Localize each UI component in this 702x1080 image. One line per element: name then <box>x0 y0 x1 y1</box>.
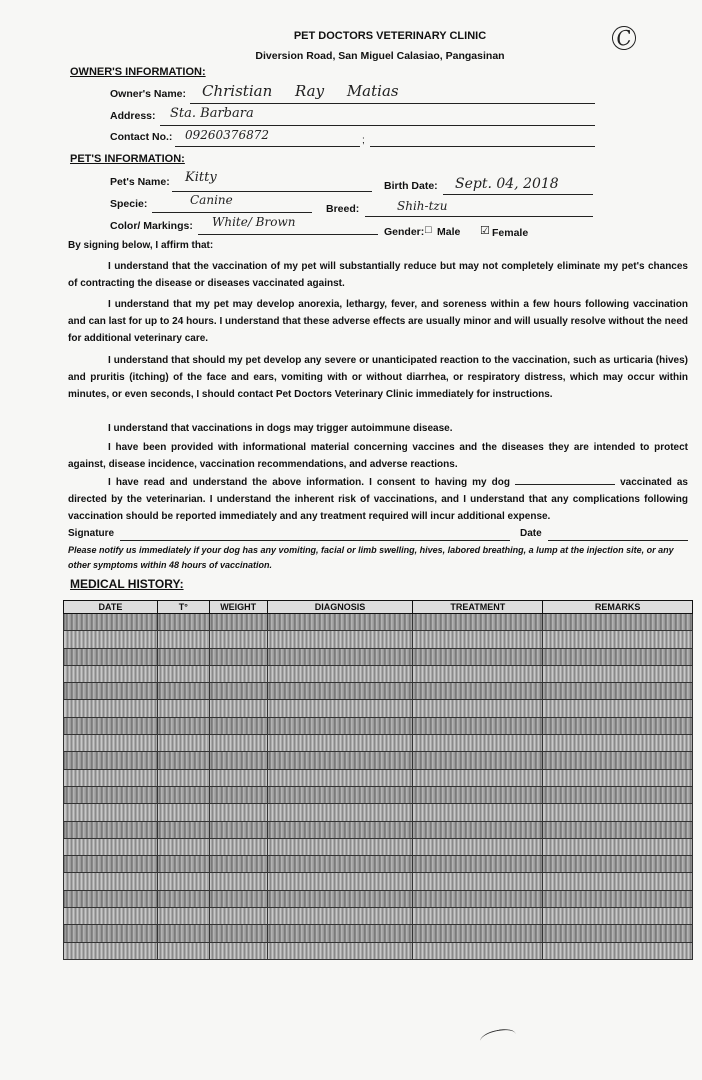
owner-name-value[interactable]: Christian Ray Matias <box>202 82 399 100</box>
table-cell[interactable] <box>267 700 413 717</box>
table-cell[interactable] <box>413 786 543 803</box>
table-cell[interactable] <box>64 614 158 631</box>
date-label: Date <box>520 528 542 539</box>
col-diagnosis: DIAGNOSIS <box>267 601 413 614</box>
table-cell[interactable] <box>267 717 413 734</box>
table-cell[interactable] <box>157 683 209 700</box>
table-cell[interactable] <box>157 665 209 682</box>
table-cell[interactable] <box>157 838 209 855</box>
clinic-name: PET DOCTORS VETERINARY CLINIC <box>293 30 487 42</box>
table-cell[interactable] <box>543 821 693 838</box>
color-label: Color/ Markings: <box>110 220 193 232</box>
table-cell[interactable] <box>543 908 693 925</box>
col-treatment: TREATMENT <box>413 601 543 614</box>
table-cell[interactable] <box>543 769 693 786</box>
table-cell[interactable] <box>209 717 267 734</box>
pet-name-label: Pet's Name: <box>110 176 170 188</box>
table-cell[interactable] <box>64 648 158 665</box>
table-cell[interactable] <box>413 614 543 631</box>
owner-name-label: Owner's Name: <box>110 88 187 100</box>
table-cell[interactable] <box>267 648 413 665</box>
table-cell[interactable] <box>64 890 158 907</box>
table-row <box>64 683 693 700</box>
table-cell[interactable] <box>543 838 693 855</box>
table-cell[interactable] <box>157 735 209 752</box>
table-row <box>64 700 693 717</box>
table-cell[interactable] <box>543 804 693 821</box>
table-cell[interactable] <box>209 735 267 752</box>
contact-line-1 <box>175 146 360 147</box>
table-cell[interactable] <box>64 804 158 821</box>
table-row <box>64 631 693 648</box>
pet-name-line <box>172 191 372 192</box>
table-row <box>64 769 693 786</box>
table-cell[interactable] <box>543 631 693 648</box>
table-cell[interactable] <box>64 821 158 838</box>
table-cell[interactable] <box>209 838 267 855</box>
table-cell[interactable] <box>413 838 543 855</box>
table-cell[interactable] <box>209 752 267 769</box>
table-cell[interactable] <box>209 925 267 942</box>
consent-paragraph-6 <box>68 474 688 525</box>
female-checkbox[interactable]: ☑ <box>480 225 490 237</box>
table-cell[interactable] <box>413 873 543 890</box>
male-label: Male <box>437 226 461 238</box>
pet-name-value[interactable]: Kitty <box>185 170 217 185</box>
table-row <box>64 665 693 682</box>
table-cell[interactable] <box>413 942 543 959</box>
table-cell[interactable] <box>267 908 413 925</box>
consent-paragraph-1: I understand that the vaccination of my pet will substantially reduce but may not completely eliminate my pet's chances of contracting the disease or diseases vaccinated against. <box>68 261 688 289</box>
table-cell[interactable] <box>267 735 413 752</box>
contact-line-2 <box>370 146 595 147</box>
owner-name-line <box>190 103 595 104</box>
table-cell[interactable] <box>209 683 267 700</box>
table-cell[interactable] <box>413 856 543 873</box>
table-cell[interactable] <box>64 752 158 769</box>
table-cell[interactable] <box>267 942 413 959</box>
table-row <box>64 804 693 821</box>
table-cell[interactable] <box>64 856 158 873</box>
table-cell[interactable] <box>543 890 693 907</box>
table-cell[interactable] <box>267 665 413 682</box>
consent-intro: By signing below, I affirm that: <box>68 240 214 251</box>
breed-value[interactable]: Shih-tzu <box>397 199 448 213</box>
table-cell[interactable] <box>543 665 693 682</box>
table-row <box>64 821 693 838</box>
table-cell[interactable] <box>543 648 693 665</box>
specie-label: Specie: <box>110 198 148 210</box>
table-cell[interactable] <box>413 683 543 700</box>
address-label: Address: <box>110 110 156 122</box>
signature-label: Signature <box>68 528 115 539</box>
table-row <box>64 942 693 959</box>
contact-label: Contact No.: <box>110 131 173 143</box>
corner-mark: C <box>610 24 638 52</box>
table-cell[interactable] <box>413 752 543 769</box>
table-cell[interactable] <box>267 683 413 700</box>
address-line <box>160 125 595 126</box>
table-cell[interactable] <box>543 925 693 942</box>
table-cell[interactable] <box>64 735 158 752</box>
table-cell[interactable] <box>267 804 413 821</box>
table-cell[interactable] <box>157 752 209 769</box>
birth-date-value[interactable]: Sept. 04, 2018 <box>455 176 559 192</box>
table-cell[interactable] <box>543 717 693 734</box>
table-row <box>64 873 693 890</box>
date-line[interactable] <box>548 540 688 541</box>
table-cell[interactable] <box>157 786 209 803</box>
table-cell[interactable] <box>64 942 158 959</box>
table-cell[interactable] <box>209 614 267 631</box>
table-cell[interactable] <box>157 648 209 665</box>
birth-date-line <box>443 194 593 195</box>
table-cell[interactable] <box>267 786 413 803</box>
specie-line <box>152 212 312 213</box>
table-cell[interactable] <box>267 890 413 907</box>
consent-paragraph-4: I understand that vaccinations in dogs may trigger autoimmune disease. <box>108 423 453 434</box>
table-cell[interactable] <box>209 700 267 717</box>
table-cell[interactable] <box>267 821 413 838</box>
table-cell[interactable] <box>267 614 413 631</box>
table-cell[interactable] <box>209 769 267 786</box>
table-cell[interactable] <box>209 908 267 925</box>
table-cell[interactable] <box>543 683 693 700</box>
col-weight: WEIGHT <box>209 601 267 614</box>
table-cell[interactable] <box>267 873 413 890</box>
table-cell[interactable] <box>64 665 158 682</box>
table-cell[interactable] <box>209 942 267 959</box>
medical-history-title: MEDICAL HISTORY: <box>70 577 184 591</box>
table-cell[interactable] <box>157 700 209 717</box>
table-cell[interactable] <box>64 925 158 942</box>
color-line <box>198 234 378 235</box>
table-cell[interactable] <box>157 717 209 734</box>
table-row <box>64 648 693 665</box>
col-remarks: REMARKS <box>543 601 693 614</box>
table-cell[interactable] <box>543 614 693 631</box>
breed-line <box>365 216 593 217</box>
table-cell[interactable] <box>413 769 543 786</box>
table-cell[interactable] <box>413 717 543 734</box>
table-cell[interactable] <box>157 821 209 838</box>
medical-history-table <box>63 600 693 960</box>
dog-name-blank[interactable] <box>515 474 615 485</box>
table-cell[interactable] <box>209 665 267 682</box>
table-cell[interactable] <box>267 631 413 648</box>
table-cell[interactable] <box>543 873 693 890</box>
address-value[interactable]: Sta. Barbara <box>170 106 254 121</box>
clinic-address: Diversion Road, San Miguel Calasiao, Pangasinan <box>255 50 505 62</box>
male-checkbox[interactable]: □ <box>425 224 432 236</box>
table-cell[interactable] <box>267 925 413 942</box>
color-value[interactable]: White/ Brown <box>212 215 296 229</box>
table-row <box>64 717 693 734</box>
col-date: DATE <box>64 601 158 614</box>
table-cell[interactable] <box>64 908 158 925</box>
table-cell[interactable] <box>267 769 413 786</box>
table-cell[interactable] <box>64 769 158 786</box>
table-cell[interactable] <box>267 838 413 855</box>
table-cell[interactable] <box>157 890 209 907</box>
col-temperature: T° <box>157 601 209 614</box>
table-cell[interactable] <box>157 804 209 821</box>
table-cell[interactable] <box>543 752 693 769</box>
vaccination-notice: Please notify us immediately if your dog has any vomiting, facial or limb swelling, hives, labored breathing, a lump at the injection site, or any other symptoms within 48 hours of vaccination. <box>68 545 674 570</box>
table-cell[interactable] <box>209 631 267 648</box>
table-cell[interactable] <box>157 873 209 890</box>
signature-line[interactable] <box>120 540 510 541</box>
table-cell[interactable] <box>209 890 267 907</box>
female-label: Female <box>492 227 529 239</box>
consent-paragraph-5: I have been provided with informational material concerning vaccines and the diseases they are intended to protect against, disease incidence, vaccination recommendations, and adverse reactions. <box>68 442 688 470</box>
table-row <box>64 786 693 803</box>
table-row <box>64 856 693 873</box>
table-row <box>64 735 693 752</box>
contact-value[interactable]: 09260376872 <box>185 128 269 142</box>
table-cell[interactable] <box>157 614 209 631</box>
table-row <box>64 925 693 942</box>
table-row <box>64 752 693 769</box>
pet-section-title: PET'S INFORMATION: <box>70 153 185 165</box>
birth-date-label: Birth Date: <box>384 180 438 192</box>
table-cell[interactable] <box>413 665 543 682</box>
table-cell[interactable] <box>157 925 209 942</box>
table-cell[interactable] <box>209 648 267 665</box>
consent-p6-rest: as directed by the veterinarian. I understand the inherent risk of vaccinations, and I understand that any complications following vaccination should be reported immediately and any treatment required will incur additional expense. <box>68 477 688 522</box>
table-cell[interactable] <box>209 821 267 838</box>
table-row <box>64 890 693 907</box>
medical-history-rows <box>64 614 693 960</box>
table-cell[interactable] <box>543 856 693 873</box>
table-cell[interactable] <box>543 735 693 752</box>
table-cell[interactable] <box>157 769 209 786</box>
table-cell[interactable] <box>413 631 543 648</box>
table-cell[interactable] <box>64 873 158 890</box>
consent-paragraph-3: I understand that should my pet develop any severe or unanticipated reaction to the vaccination, such as urticaria (hives) and pruritis (itching) of the face and ears, vomiting with or without diarrhea, or respiratory distress, which may occur within minutes, or even seconds, I should contact Pet Doctors Veterinary Clinic immediately for instructions. <box>68 355 688 400</box>
table-cell[interactable] <box>543 786 693 803</box>
table-cell[interactable] <box>413 890 543 907</box>
table-cell[interactable] <box>157 631 209 648</box>
gender-label: Gender: <box>384 226 425 238</box>
table-header-row <box>64 601 693 614</box>
specie-value[interactable]: Canine <box>190 193 233 207</box>
table-cell[interactable] <box>209 804 267 821</box>
table-cell[interactable] <box>413 648 543 665</box>
scribble-mark <box>479 1026 517 1048</box>
table-cell[interactable] <box>543 942 693 959</box>
consent-paragraph-2: I understand that my pet may develop anorexia, lethargy, fever, and soreness within a few hours following vaccination and can last for up to 24 hours. I understand that these adverse effects are usually minor and will usually resolve without the need for additional veterinary care. <box>68 299 688 344</box>
owner-section-title: OWNER'S INFORMATION: <box>70 66 206 78</box>
table-row <box>64 614 693 631</box>
table-cell[interactable] <box>157 856 209 873</box>
table-cell[interactable] <box>267 752 413 769</box>
table-cell[interactable] <box>413 908 543 925</box>
table-cell[interactable] <box>413 804 543 821</box>
table-cell[interactable] <box>64 717 158 734</box>
table-cell[interactable] <box>64 683 158 700</box>
table-cell[interactable] <box>413 925 543 942</box>
breed-label: Breed: <box>326 203 360 215</box>
table-cell[interactable] <box>64 700 158 717</box>
table-cell[interactable] <box>64 786 158 803</box>
table-cell[interactable] <box>209 856 267 873</box>
table-cell[interactable] <box>413 821 543 838</box>
table-cell[interactable] <box>157 942 209 959</box>
table-cell[interactable] <box>209 786 267 803</box>
table-row <box>64 838 693 855</box>
table-cell[interactable] <box>413 700 543 717</box>
table-cell[interactable] <box>157 908 209 925</box>
table-cell[interactable] <box>209 873 267 890</box>
table-cell[interactable] <box>267 856 413 873</box>
table-cell[interactable] <box>413 735 543 752</box>
table-cell[interactable] <box>64 838 158 855</box>
table-cell[interactable] <box>543 700 693 717</box>
consent-p6-start: I have read and understand the above information. I consent to having my dog <box>108 477 510 488</box>
table-row <box>64 908 693 925</box>
consent-p6-vaccinated: vaccinated <box>620 477 672 488</box>
table-cell[interactable] <box>64 631 158 648</box>
